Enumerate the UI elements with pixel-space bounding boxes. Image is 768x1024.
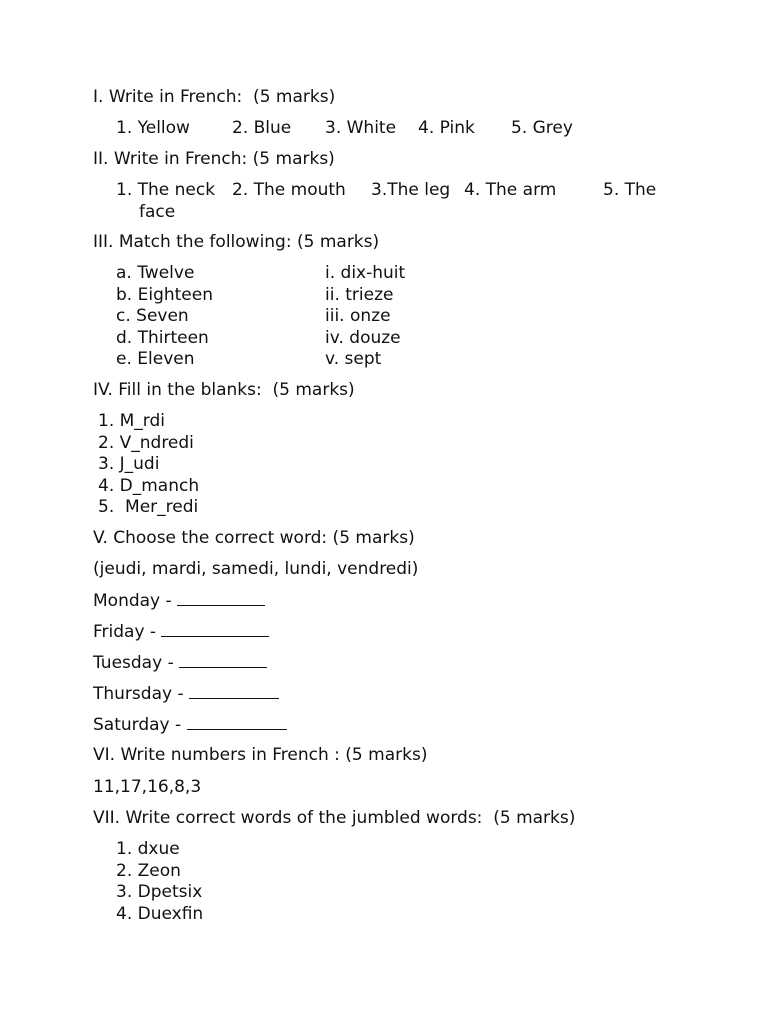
- answer-line: [93, 652, 267, 674]
- word-options: (jeudi, mardi, samedi, lundi, vendredi): [93, 559, 419, 579]
- section-1-item: 4. Pink: [418, 118, 475, 138]
- section-3-heading: III. Match the following: (5 marks): [93, 232, 380, 252]
- answer-blank: [187, 714, 287, 730]
- section-6-heading: VI. Write numbers in French : (5 marks): [93, 745, 428, 765]
- jumbled-word-item: 3. Dpetsix: [116, 882, 203, 902]
- match-right-item: iii. onze: [325, 306, 391, 326]
- section-1-item: 1. Yellow: [116, 118, 190, 138]
- section-2-item-continuation: face: [139, 202, 176, 222]
- section-1-item: 5. Grey: [511, 118, 573, 138]
- blank-item: 5. Mer_redi: [98, 497, 199, 517]
- match-right-item: i. dix-huit: [325, 263, 406, 283]
- match-right-item: v. sept: [325, 349, 382, 369]
- day-label: Saturday -: [93, 715, 182, 735]
- section-2-item: 4. The arm: [464, 180, 557, 200]
- match-left-item: a. Twelve: [116, 263, 195, 283]
- section-1-item: 2. Blue: [232, 118, 292, 138]
- blank-item: 3. J_udi: [98, 454, 160, 474]
- answer-blank: [177, 590, 265, 606]
- section-7-heading: VII. Write correct words of the jumbled words: (5 marks): [93, 808, 576, 828]
- day-label: Monday -: [93, 591, 172, 611]
- match-left-item: b. Eighteen: [116, 285, 213, 305]
- match-left-item: d. Thirteen: [116, 328, 209, 348]
- day-label: Friday -: [93, 622, 157, 642]
- blank-item: 4. D_manch: [98, 476, 200, 496]
- section-2-item: 1. The neck: [116, 180, 216, 200]
- answer-blank: [179, 652, 267, 668]
- answer-line: [93, 590, 265, 612]
- section-2-item: 3.The leg: [371, 180, 451, 200]
- jumbled-word-item: 2. Zeon: [116, 861, 181, 881]
- section-2-item: 2. The mouth: [232, 180, 346, 200]
- number-list: 11,17,16,8,3: [93, 777, 202, 797]
- match-right-item: iv. douze: [325, 328, 401, 348]
- match-left-item: e. Eleven: [116, 349, 195, 369]
- match-right-item: ii. trieze: [325, 285, 394, 305]
- section-2-heading: II. Write in French: (5 marks): [93, 149, 335, 169]
- section-2-item: 5. The: [603, 180, 657, 200]
- day-label: Tuesday -: [93, 653, 174, 673]
- blank-item: 2. V_ndredi: [98, 433, 194, 453]
- answer-line: [93, 683, 279, 705]
- blank-item: 1. M_rdi: [98, 411, 165, 431]
- jumbled-word-item: 1. dxue: [116, 839, 180, 859]
- section-1-heading: I. Write in French: (5 marks): [93, 87, 336, 107]
- answer-line: [93, 621, 269, 643]
- answer-blank: [189, 683, 279, 699]
- section-4-heading: IV. Fill in the blanks: (5 marks): [93, 380, 355, 400]
- day-label: Thursday -: [93, 684, 184, 704]
- section-1-item: 3. White: [325, 118, 397, 138]
- answer-line: [93, 714, 287, 736]
- section-5-heading: V. Choose the correct word: (5 marks): [93, 528, 415, 548]
- answer-blank: [161, 621, 269, 637]
- jumbled-word-item: 4. Duexfin: [116, 904, 204, 924]
- match-left-item: c. Seven: [116, 306, 189, 326]
